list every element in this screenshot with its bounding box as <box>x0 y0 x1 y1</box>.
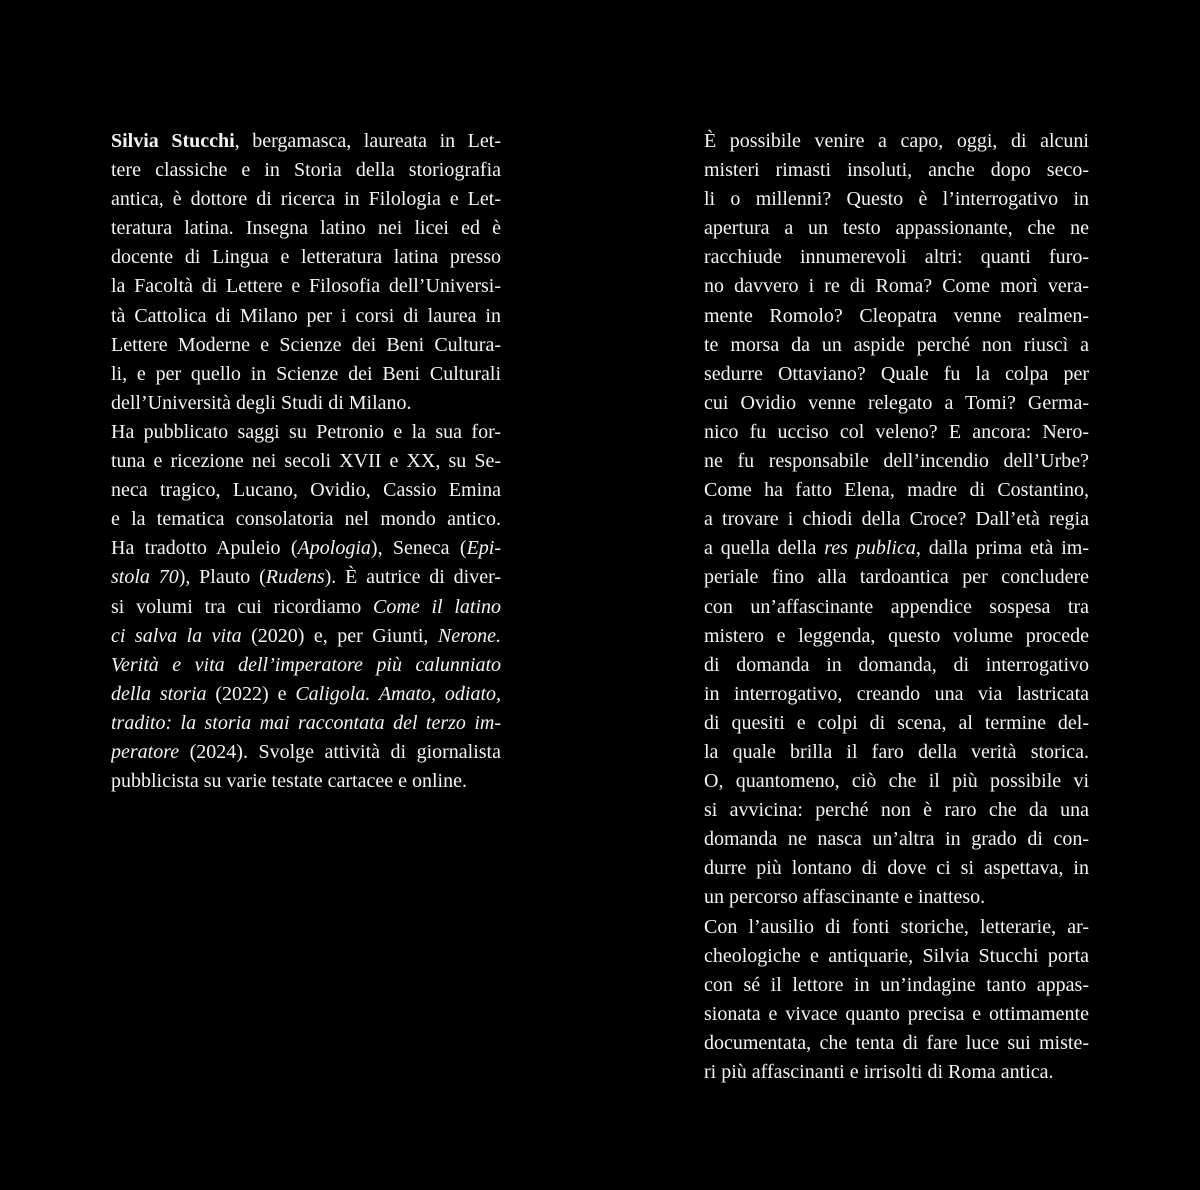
text-segment: nico fu ucciso col veleno? E ancora: Nero- <box>704 420 1089 443</box>
text-segment: (2022) e <box>206 682 296 705</box>
text-segment: antica, è dottore di ricerca in Filologia e Let- <box>111 188 501 211</box>
text-segment: cui Ovidio venne relegato a Tomi? Germa- <box>704 391 1089 414</box>
text-line <box>704 156 1089 185</box>
text-segment: un percorso affascinante e inatteso. <box>704 886 986 909</box>
italic-title-text: della storia <box>111 682 207 705</box>
text-line <box>704 680 1089 709</box>
text-segment: ), Plauto ( <box>178 566 266 589</box>
text-line <box>704 767 1089 796</box>
italic-title-text: Apologia <box>297 537 371 560</box>
text-segment: te morsa da un aspide perché non riuscì a <box>704 333 1089 356</box>
italic-title-text: ci salva la vita <box>111 624 242 647</box>
text-line <box>704 534 1089 563</box>
text-segment: mente Romolo? Cleopatra venne realmen- <box>704 304 1089 327</box>
text-segment: ), Seneca ( <box>370 537 467 560</box>
text-segment: e la tematica consolatoria nel mondo antico. <box>111 508 501 531</box>
italic-title-text: tradito: la storia mai raccontata del terzo im- <box>111 711 501 734</box>
italic-title-text: Nerone. <box>437 624 501 647</box>
text-line <box>111 127 501 156</box>
italic-title-text: peratore <box>111 740 180 763</box>
text-segment: misteri rimasti insoluti, anche dopo seco- <box>704 159 1089 182</box>
text-line <box>704 883 1089 912</box>
text-line <box>704 243 1089 272</box>
text-line <box>704 825 1089 854</box>
text-line <box>704 185 1089 214</box>
text-line <box>111 593 501 622</box>
italic-title-text: Caligola. Amato, odiato, <box>295 682 501 705</box>
text-line <box>704 563 1089 592</box>
italic-title-text: stola 70 <box>111 566 179 589</box>
text-line <box>704 622 1089 651</box>
text-segment: Ha pubblicato saggi su Petronio e la sua for- <box>111 420 501 443</box>
text-line <box>704 214 1089 243</box>
text-segment: dell’Università degli Studi di Milano. <box>111 391 412 414</box>
text-line <box>111 563 501 592</box>
text-line <box>111 360 501 389</box>
book-synopsis-column <box>704 127 1089 1087</box>
text-line <box>111 156 501 185</box>
text-segment: apertura a un testo appassionante, che ne <box>704 217 1089 240</box>
text-line <box>704 476 1089 505</box>
text-segment: a trovare i chiodi della Croce? Dall’età regia <box>704 508 1089 531</box>
text-segment: Con l’ausilio di fonti storiche, letterarie, ar- <box>704 915 1089 938</box>
text-line <box>704 651 1089 680</box>
text-line <box>111 767 501 796</box>
text-line <box>111 272 501 301</box>
text-segment: Come ha fatto Elena, madre di Costantino, <box>704 479 1089 502</box>
text-segment: tuna e ricezione nei secoli XVII e XX, su Se- <box>111 450 501 473</box>
text-line <box>704 1000 1089 1029</box>
text-segment: Ha tradotto Apuleio ( <box>111 537 298 560</box>
text-line <box>111 418 501 447</box>
text-segment: racchiude innumerevoli altri: quanti furo- <box>704 246 1089 269</box>
text-line <box>704 913 1089 942</box>
text-line <box>111 680 501 709</box>
text-segment: in interrogativo, creando una via lastricata <box>704 682 1089 705</box>
text-segment: li, e per quello in Scienze dei Beni Culturali <box>111 362 501 385</box>
text-segment: teratura latina. Insegna latino nei licei ed è <box>111 217 501 240</box>
italic-title-text: Rudens <box>265 566 325 589</box>
text-line <box>111 389 501 418</box>
text-line <box>704 272 1089 301</box>
text-segment: periale fino alla tardoantica per concludere <box>704 566 1089 589</box>
text-segment: domanda ne nasca un’altra in grado di con- <box>704 828 1089 851</box>
text-segment: documentata, che tenta di fare luce sui miste- <box>704 1031 1089 1054</box>
text-line <box>704 709 1089 738</box>
text-line <box>111 738 501 767</box>
text-line <box>704 127 1089 156</box>
text-line <box>111 331 501 360</box>
text-line <box>111 622 501 651</box>
italic-title-text: Come il latino <box>373 595 501 618</box>
text-segment: Lettere Moderne e Scienze dei Beni Cultura- <box>111 333 501 356</box>
text-segment: ). È autrice di diver- <box>324 566 501 589</box>
text-line <box>704 360 1089 389</box>
text-segment: a quella della <box>704 537 825 560</box>
text-line <box>704 971 1089 1000</box>
text-segment: li o millenni? Questo è l’interrogativo in <box>704 188 1089 211</box>
text-line <box>111 534 501 563</box>
text-segment: di domanda in domanda, di interrogativo <box>704 653 1089 676</box>
text-segment: no davvero i re di Roma? Come morì vera- <box>704 275 1089 298</box>
text-line <box>704 447 1089 476</box>
text-segment: , bergamasca, laureata in Let- <box>234 130 501 152</box>
text-segment: cheologiche e antiquarie, Silvia Stucchi porta <box>704 944 1089 967</box>
text-segment: mistero e leggenda, questo volume procede <box>704 624 1089 647</box>
text-line <box>704 505 1089 534</box>
text-line <box>704 302 1089 331</box>
text-line <box>111 447 501 476</box>
text-segment: (2020) e, per Giunti, <box>241 624 438 647</box>
text-line <box>704 1029 1089 1058</box>
text-line <box>704 942 1089 971</box>
text-segment: tà Cattolica di Milano per i corsi di laurea in <box>111 304 501 327</box>
author-bio-column <box>111 127 501 796</box>
text-line <box>704 418 1089 447</box>
text-line <box>704 593 1089 622</box>
text-line <box>704 389 1089 418</box>
text-line <box>111 302 501 331</box>
text-segment: di quesiti e colpi di scena, al termine del- <box>704 711 1089 734</box>
text-segment: si volumi tra cui ricordiamo <box>111 595 374 618</box>
text-segment: ne fu responsabile dell’incendio dell’Urbe? <box>704 450 1089 473</box>
text-line <box>111 214 501 243</box>
text-segment: sionata e vivace quanto precisa e ottimamente <box>704 1002 1089 1025</box>
text-segment: (2024). Svolge attività di giornalista <box>179 740 501 763</box>
text-line <box>111 505 501 534</box>
text-segment: sedurre Ottaviano? Quale fu la colpa per <box>704 362 1089 385</box>
text-line <box>111 709 501 738</box>
text-segment: la quale brilla il faro della verità storica. <box>704 740 1089 763</box>
text-segment: ri più affascinanti e irrisolti di Roma antica. <box>704 1061 1054 1083</box>
text-line <box>704 854 1089 883</box>
text-segment: docente di Lingua e letteratura latina presso <box>111 246 501 269</box>
text-segment: neca tragico, Lucano, Ovidio, Cassio Emina <box>111 479 501 502</box>
italic-title-text: Epi- <box>466 537 501 560</box>
italic-title-text: Verità e vita dell’imperatore più calunniato <box>111 653 501 676</box>
text-segment: con sé il lettore in un’indagine tanto appas- <box>704 973 1089 996</box>
text-line <box>111 476 501 505</box>
text-line <box>111 243 501 272</box>
text-line <box>111 651 501 680</box>
author-name: Silvia Stucchi <box>111 130 235 152</box>
text-line <box>704 1058 1089 1087</box>
text-line <box>704 738 1089 767</box>
text-segment: con un’affascinante appendice sospesa tra <box>704 595 1089 618</box>
text-segment: pubblicista su varie testate cartacee e online. <box>111 770 467 793</box>
text-segment: la Facoltà di Lettere e Filosofia dell’Universi- <box>111 275 501 298</box>
text-segment: È possibile venire a capo, oggi, di alcuni <box>704 130 1089 152</box>
text-segment: , dalla prima età im- <box>915 537 1089 560</box>
text-line <box>704 796 1089 825</box>
text-segment: tere classiche e in Storia della storiografia <box>111 159 501 182</box>
text-segment: O, quantomeno, ciò che il più possibile vi <box>704 770 1089 793</box>
text-line <box>704 331 1089 360</box>
italic-title-text: res publica <box>824 537 916 560</box>
text-segment: durre più lontano di dove ci si aspettava, in <box>704 857 1089 880</box>
text-segment: si avvicina: perché non è raro che da una <box>704 799 1089 822</box>
text-line <box>111 185 501 214</box>
